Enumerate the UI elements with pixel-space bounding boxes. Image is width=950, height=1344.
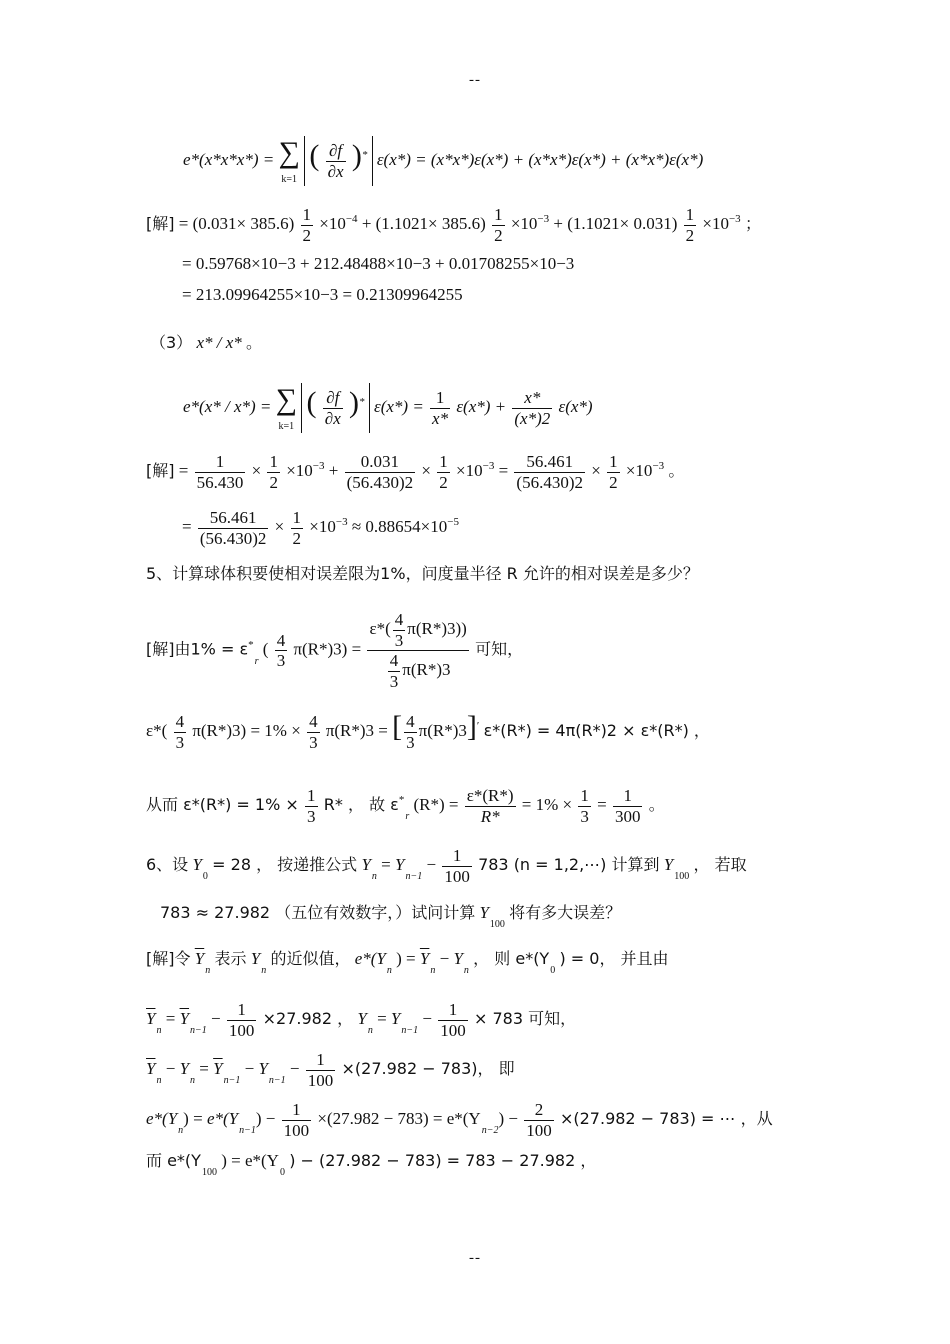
q6-solution-line-5: 而 $e*(Y_{100}$ ) = $e*(Y_0$ ) − (27.982 − 783) = 783 − 27.982 ， (146, 1151, 597, 1178)
q6-solution-line-4: $e*(Y_n) = e*(Y_{n-1})$ − $\frac{1}{100}$ $\times(27.982 - 783) = e*(Y_{n-2})$ − $\frac{2}{100}$ ×(27.982 − 783) = ⋯ ，从 (146, 1100, 773, 1140)
jie-label: [解] (146, 213, 175, 233)
sigma-index: k=1 (281, 173, 297, 185)
solution-3-line-1: [解] = $\frac{1}{56.430}$ × $\frac{1}{2}$ $\times 10^{-3}$ + $\frac{0.031}{(56.430)2}$ × $\frac{1}{2}$ $\times 10^{-3}$ = $\frac{56.461}{(56.430)2}$ × $\frac{1}{2}$ $\times 10^{-3}$ 。 (146, 452, 685, 492)
partial-fraction: $\frac{\partial f}{\partial x}$ (327, 140, 344, 181)
q5-solution-line-3: 从而 ε*(R*) = 1% × $\frac{1}{3}$ R* ， 故 $\varepsilon^*_r$ (R*) = $\frac{\varepsilon*(R*)}{R*}$ = 1% × $\frac{1}{3}$ = $\frac{1}{300}$ 。 (146, 786, 665, 826)
solution-3-line-2: = $\frac{56.461}{(56.430)2}$ × $\frac{1}{2}$ $\times 10^{-3} \approx 0.88654\times 10^{-5}$ (182, 508, 459, 548)
footer-mark: -- (469, 1250, 481, 1266)
question-6-line-2: 783 ≈ 27.982 （五位有效数字，）试问计算 $Y_{100}$ 将有多大误差？ (160, 903, 622, 930)
q6-solution-line-1: [解]令 $\overline{Y}_n$ 表示 $Y_n$ 的近似值， $e*(Y_n$ ) = $\overline{Y}_n - Y_n$ ， 则 $e*(Y_0$ ) = 0， 并且由 (146, 949, 669, 976)
q5-big-fraction: ε*( $\frac{4}{3}$ π(R*)3)) $\frac{4}{3}$ π(R*)3 (369, 610, 467, 691)
sum-lhs: e*(x*x*x*) = (183, 149, 275, 169)
q6-solution-line-3: $\overline{Y}_n - Y_n = \overline{Y}_{n-1} - Y_{n-1}$ − $\frac{1}{100}$ ×(27.982 − 783)， 即 (146, 1050, 515, 1090)
formula-3: e*(x* / x*) = ∑ k=1 ( $\frac{\partial f}{\partial x}$ )* ε(x*) = $\frac{1}{x*}$ ε(x*) + $\frac{x*}{(x*)2}$ ε(x*) (183, 382, 593, 432)
question-5: 5、计算球体积要使相对误差限为1%，问度量半径 R 允许的相对误差是多少？ (146, 564, 699, 583)
solution-line-2: = 0.59768×10−3 + 212.48488×10−3 + 0.01708255×10−3 (182, 254, 575, 273)
q5-solution-line-2: ε*( $\frac{4}{3}$ π(R*)3) = 1% × $\frac{4}{3}$ π(R*)3 = [ $\frac{4}{3}$ π(R*)3]′ ε*(R*) = 4π(R*)2 × ε*(R*) ， (146, 710, 710, 752)
sum-formula: e*(x*x*x*) = ∑ k=1 ( $\frac{\partial f}{\partial x}$ )* ε(x*) = (x*x*)ε(x*) + (x*x*)ε(x*) + (x*x*)ε(x*) (183, 135, 704, 185)
q5-solution-line-1: [解]由$1\% = \varepsilon^*_r$ ( $\frac{4}{3}$ π(R*)3) = ε*( $\frac{4}{3}$ π(R*)3)) $\frac{4}{3}$ π(R*)3 可知， (146, 610, 524, 691)
q6-solution-line-2: $\overline{Y}_n = \overline{Y}_{n-1}$ − $\frac{1}{100}$ ×27.982 ， $Y_n = Y_{n-1}$ − $\frac{1}{100}$ × 783 可知， (146, 1000, 577, 1040)
solution-line-1: [解] = (0.031× 385.6) $\frac{1}{2}$ $\times 10^{-4} + (1.1021\times 385.6)$ $\frac{1}{2}$ $\times 10^{-3} + (1.1021\times 0.031)$ $\frac{1}{2}$ $\times 10^{-3}$ ； (146, 205, 761, 245)
question-6: 6、设 $Y_0 = 28$ ， 按递推公式 $Y_n = Y_{n-1}$ − $\frac{1}{100}$ 783 (n = 1,2,⋯) 计算到 $Y_{100}$ ， 若取 (146, 846, 747, 886)
solution-line-3: = 213.09964255×10−3 = 0.21309964255 (182, 285, 463, 304)
sum-rhs: ε(x*) = (x*x*)ε(x*) + (x*x*)ε(x*) + (x*x*)ε(x*) (376, 149, 704, 169)
item-3: （3） x* / x* 。 (150, 333, 263, 352)
sigma-block (278, 135, 300, 185)
sigma-symbol: ∑ (278, 135, 300, 169)
header-mark: -- (469, 72, 481, 88)
